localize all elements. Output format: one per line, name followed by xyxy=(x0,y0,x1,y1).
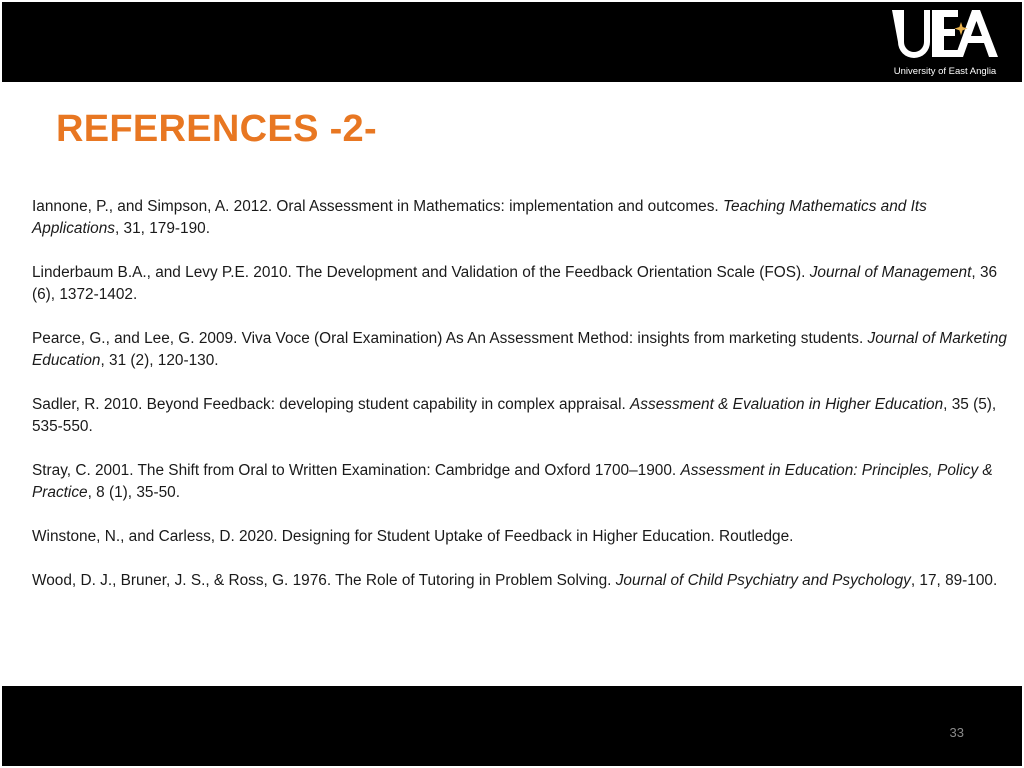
reference-item: Linderbaum B.A., and Levy P.E. 2010. The Development and Validation of the Feedback Orientation Scale (FOS). Journal of Management, 36 (6), 1372-1402. xyxy=(32,264,998,303)
reference-list xyxy=(32,196,1017,614)
reference-item: Wood, D. J., Bruner, J. S., & Ross, G. 1976. The Role of Tutoring in Problem Solving. Journal of Child Psychiatry and Psychology, 17, 89-100. xyxy=(32,572,998,589)
uea-logo xyxy=(886,6,1004,80)
uea-logo-mark xyxy=(890,8,1000,64)
page-title: REFERENCES -2- xyxy=(56,108,377,150)
page-number: 33 xyxy=(949,725,964,740)
reference-item: Iannone, P., and Simpson, A. 2012. Oral Assessment in Mathematics: implementation and outcomes. Teaching Mathematics and Its Applications, 31, 179-190. xyxy=(32,198,927,237)
footer-bar xyxy=(2,686,1022,766)
header-bar xyxy=(2,2,1022,82)
reference-item: Stray, C. 2001. The Shift from Oral to Written Examination: Cambridge and Oxford 1700–1900. Assessment in Education: Principles, Policy & Practice, 8 (1), 35-50. xyxy=(32,462,993,501)
logo-caption: University of East Anglia xyxy=(893,66,997,77)
reference-item: Sadler, R. 2010. Beyond Feedback: developing student capability in complex appraisal. Assessment & Evaluation in Higher Education, 35 (5), 535-550. xyxy=(32,396,997,435)
reference-item: Winstone, N., and Carless, D. 2020. Designing for Student Uptake of Feedback in Higher Education. Routledge. xyxy=(32,528,794,545)
reference-item: Pearce, G., and Lee, G. 2009. Viva Voce (Oral Examination) As An Assessment Method: insights from marketing students. Journal of Marketing Education, 31 (2), 120-130. xyxy=(32,330,1007,369)
